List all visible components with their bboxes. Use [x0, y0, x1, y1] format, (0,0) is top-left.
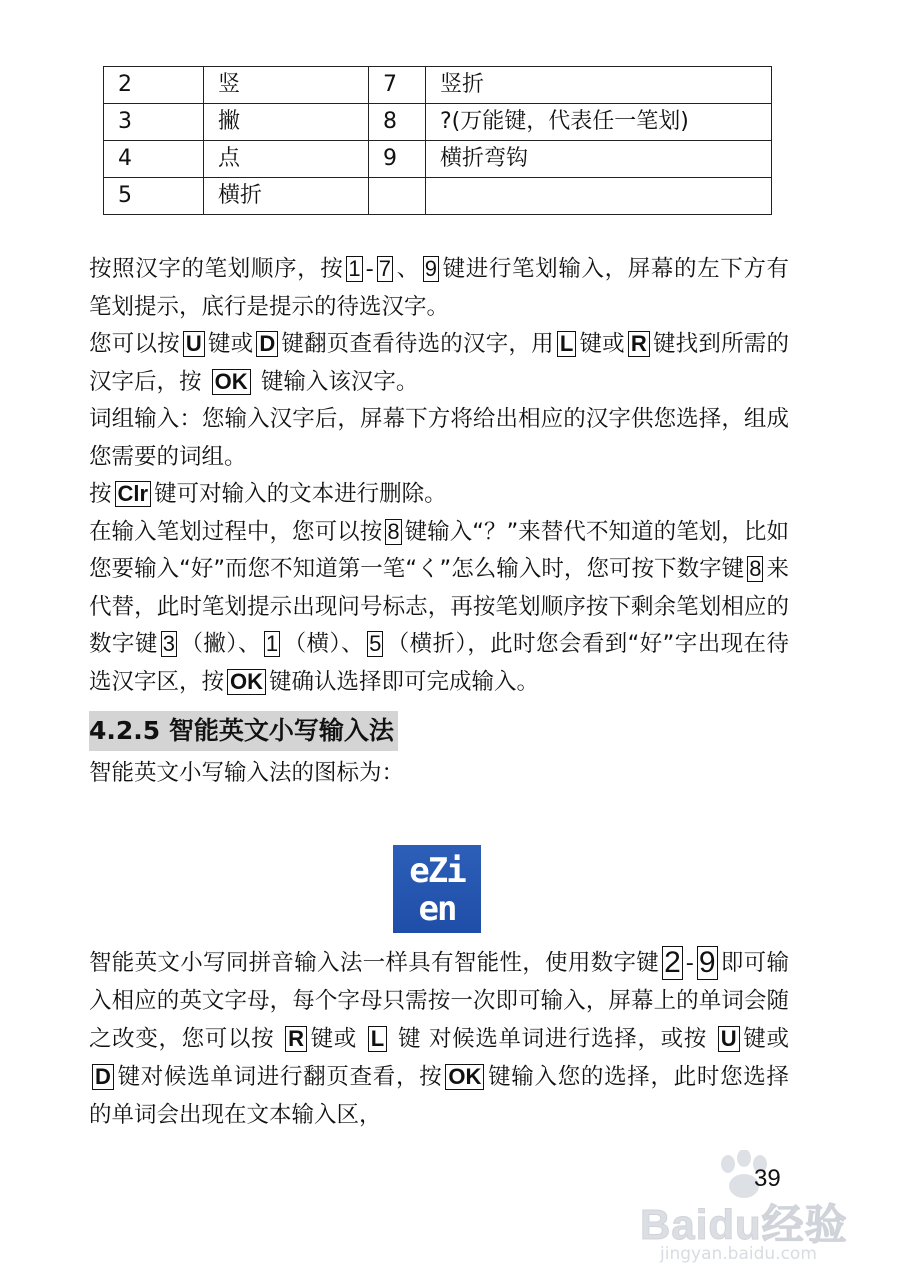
text-run: 键找到所需的汉字后，按	[89, 331, 789, 395]
key-2: 2	[664, 946, 681, 979]
text-run: 键或	[309, 1026, 357, 1052]
text-run: -	[365, 256, 374, 282]
table-cell: 竖折	[426, 67, 772, 104]
text-run: 键输入您的选择，此时您选择的单词会出现在文本输入区，	[89, 1064, 789, 1128]
key-1: 1	[348, 256, 361, 281]
key-clr: Clr	[115, 481, 152, 507]
text-run: 按照汉字的笔划顺序，按	[89, 256, 344, 282]
key-ok: OK	[227, 669, 266, 695]
key-d: D	[256, 331, 278, 357]
paragraph-delete	[89, 476, 789, 514]
section-heading: 4.2.5 智能英文小写输入法	[89, 711, 398, 751]
text-run: 键进行笔划输入，屏幕的左下方有笔划提示，底行是提示的待选汉字。	[89, 256, 789, 320]
key-8: 8	[749, 556, 762, 581]
key-9: 9	[424, 256, 438, 281]
key-r: R	[628, 331, 650, 357]
page-number: 39	[754, 1165, 781, 1192]
text-run: 键可对输入的文本进行删除。	[154, 481, 447, 507]
table-row	[104, 104, 772, 141]
stroke-key-table	[103, 66, 772, 215]
table-cell: 撇	[204, 104, 369, 141]
key-9: 9	[698, 946, 716, 979]
table-cell: 7	[369, 67, 426, 104]
text-run: 按	[89, 481, 112, 507]
table-row	[104, 178, 772, 215]
text-run: 您可以按	[89, 331, 180, 357]
ezi-en-input-icon	[393, 845, 481, 933]
icon-text-line2: en	[418, 889, 456, 929]
text-run: 即可输入相应的英文字母，每个字母只需按一次即可输入，屏幕上的单词会随之改变，您可以按	[89, 950, 789, 1052]
text-run: 键输入该汉字。	[260, 368, 419, 395]
icon-text-line1: eZi	[409, 851, 465, 891]
text-run: 键或	[579, 331, 625, 357]
key-5: 5	[369, 631, 382, 656]
text-run: -	[685, 950, 694, 976]
key-l: L	[557, 331, 576, 357]
text-run: （横折），此时您会看到“好”字出现在待选汉字区，按	[89, 631, 789, 695]
key-l: L	[368, 1026, 387, 1052]
text-run: （横）、	[283, 631, 365, 657]
manual-body	[89, 251, 789, 793]
table-cell	[426, 178, 772, 215]
key-3: 3	[162, 631, 176, 656]
table-cell: 点	[204, 141, 369, 178]
watermark-url: jingyan.baidu.com	[660, 1244, 817, 1264]
text-run: 来代替，此时笔划提示出现问号标志，再按笔划顺序按下剩余笔划相应的数字键	[89, 556, 789, 657]
paragraph-stroke-input	[89, 251, 789, 326]
key-u: U	[183, 331, 205, 357]
key-8: 8	[387, 518, 400, 544]
watermark-brand: Baidu经验	[640, 1201, 848, 1248]
text-run: 键 对候选单词进行选择，或按	[398, 1026, 707, 1052]
table-cell: 竖	[204, 67, 369, 104]
table-cell: 横折弯钩	[426, 141, 772, 178]
text-run: 在输入笔划过程中，您可以按	[89, 518, 383, 545]
table-cell	[369, 178, 426, 215]
table-row	[104, 67, 772, 104]
key-ok: OK	[212, 369, 251, 395]
table-cell: 5	[104, 178, 204, 215]
text-run: 键对候选单词进行翻页查看，按	[116, 1064, 443, 1090]
text-run: 键翻页查看待选的汉字，用	[281, 331, 554, 357]
text-run: 、	[396, 256, 420, 282]
paragraph-smart-english	[89, 944, 789, 1134]
key-d: D	[92, 1064, 114, 1090]
key-r: R	[285, 1026, 307, 1052]
table-cell: 2	[104, 67, 204, 104]
table-cell: 横折	[204, 178, 369, 215]
key-ok: OK	[445, 1064, 484, 1090]
key-7: 7	[378, 256, 392, 281]
text-run: 键或	[742, 1026, 789, 1052]
text-run: 键确认选择即可完成输入。	[269, 668, 540, 695]
paragraph-phrase-input: 词组输入：您输入汉字后，屏幕下方将给出相应的汉字供您选择，组成您需要的词组。	[89, 406, 789, 470]
table-cell: 4	[104, 141, 204, 178]
paragraph-page-select	[89, 326, 789, 401]
ezi-en-icon-container	[393, 845, 481, 933]
table-cell: ?(万能键，代表任一笔划)	[426, 104, 772, 141]
paragraph-wildcard	[89, 514, 789, 702]
text-run: 键或	[207, 331, 254, 357]
paragraph-icon-intro: 智能英文小写输入法的图标为：	[89, 760, 405, 786]
text-run: 键输入“？”来替代不知道的笔划，比如您要输入“好”而您不知道第一笔“く”怎么输入时，您可按下数字键	[89, 518, 789, 582]
key-u: U	[718, 1026, 740, 1052]
table-row	[104, 141, 772, 178]
key-1: 1	[265, 631, 279, 656]
text-run: （撇）、	[180, 631, 261, 657]
table-cell: 8	[369, 104, 426, 141]
table-cell: 3	[104, 104, 204, 141]
table-cell: 9	[369, 141, 426, 178]
text-run: 智能英文小写同拼音输入法一样具有智能性，使用数字键	[89, 950, 660, 976]
